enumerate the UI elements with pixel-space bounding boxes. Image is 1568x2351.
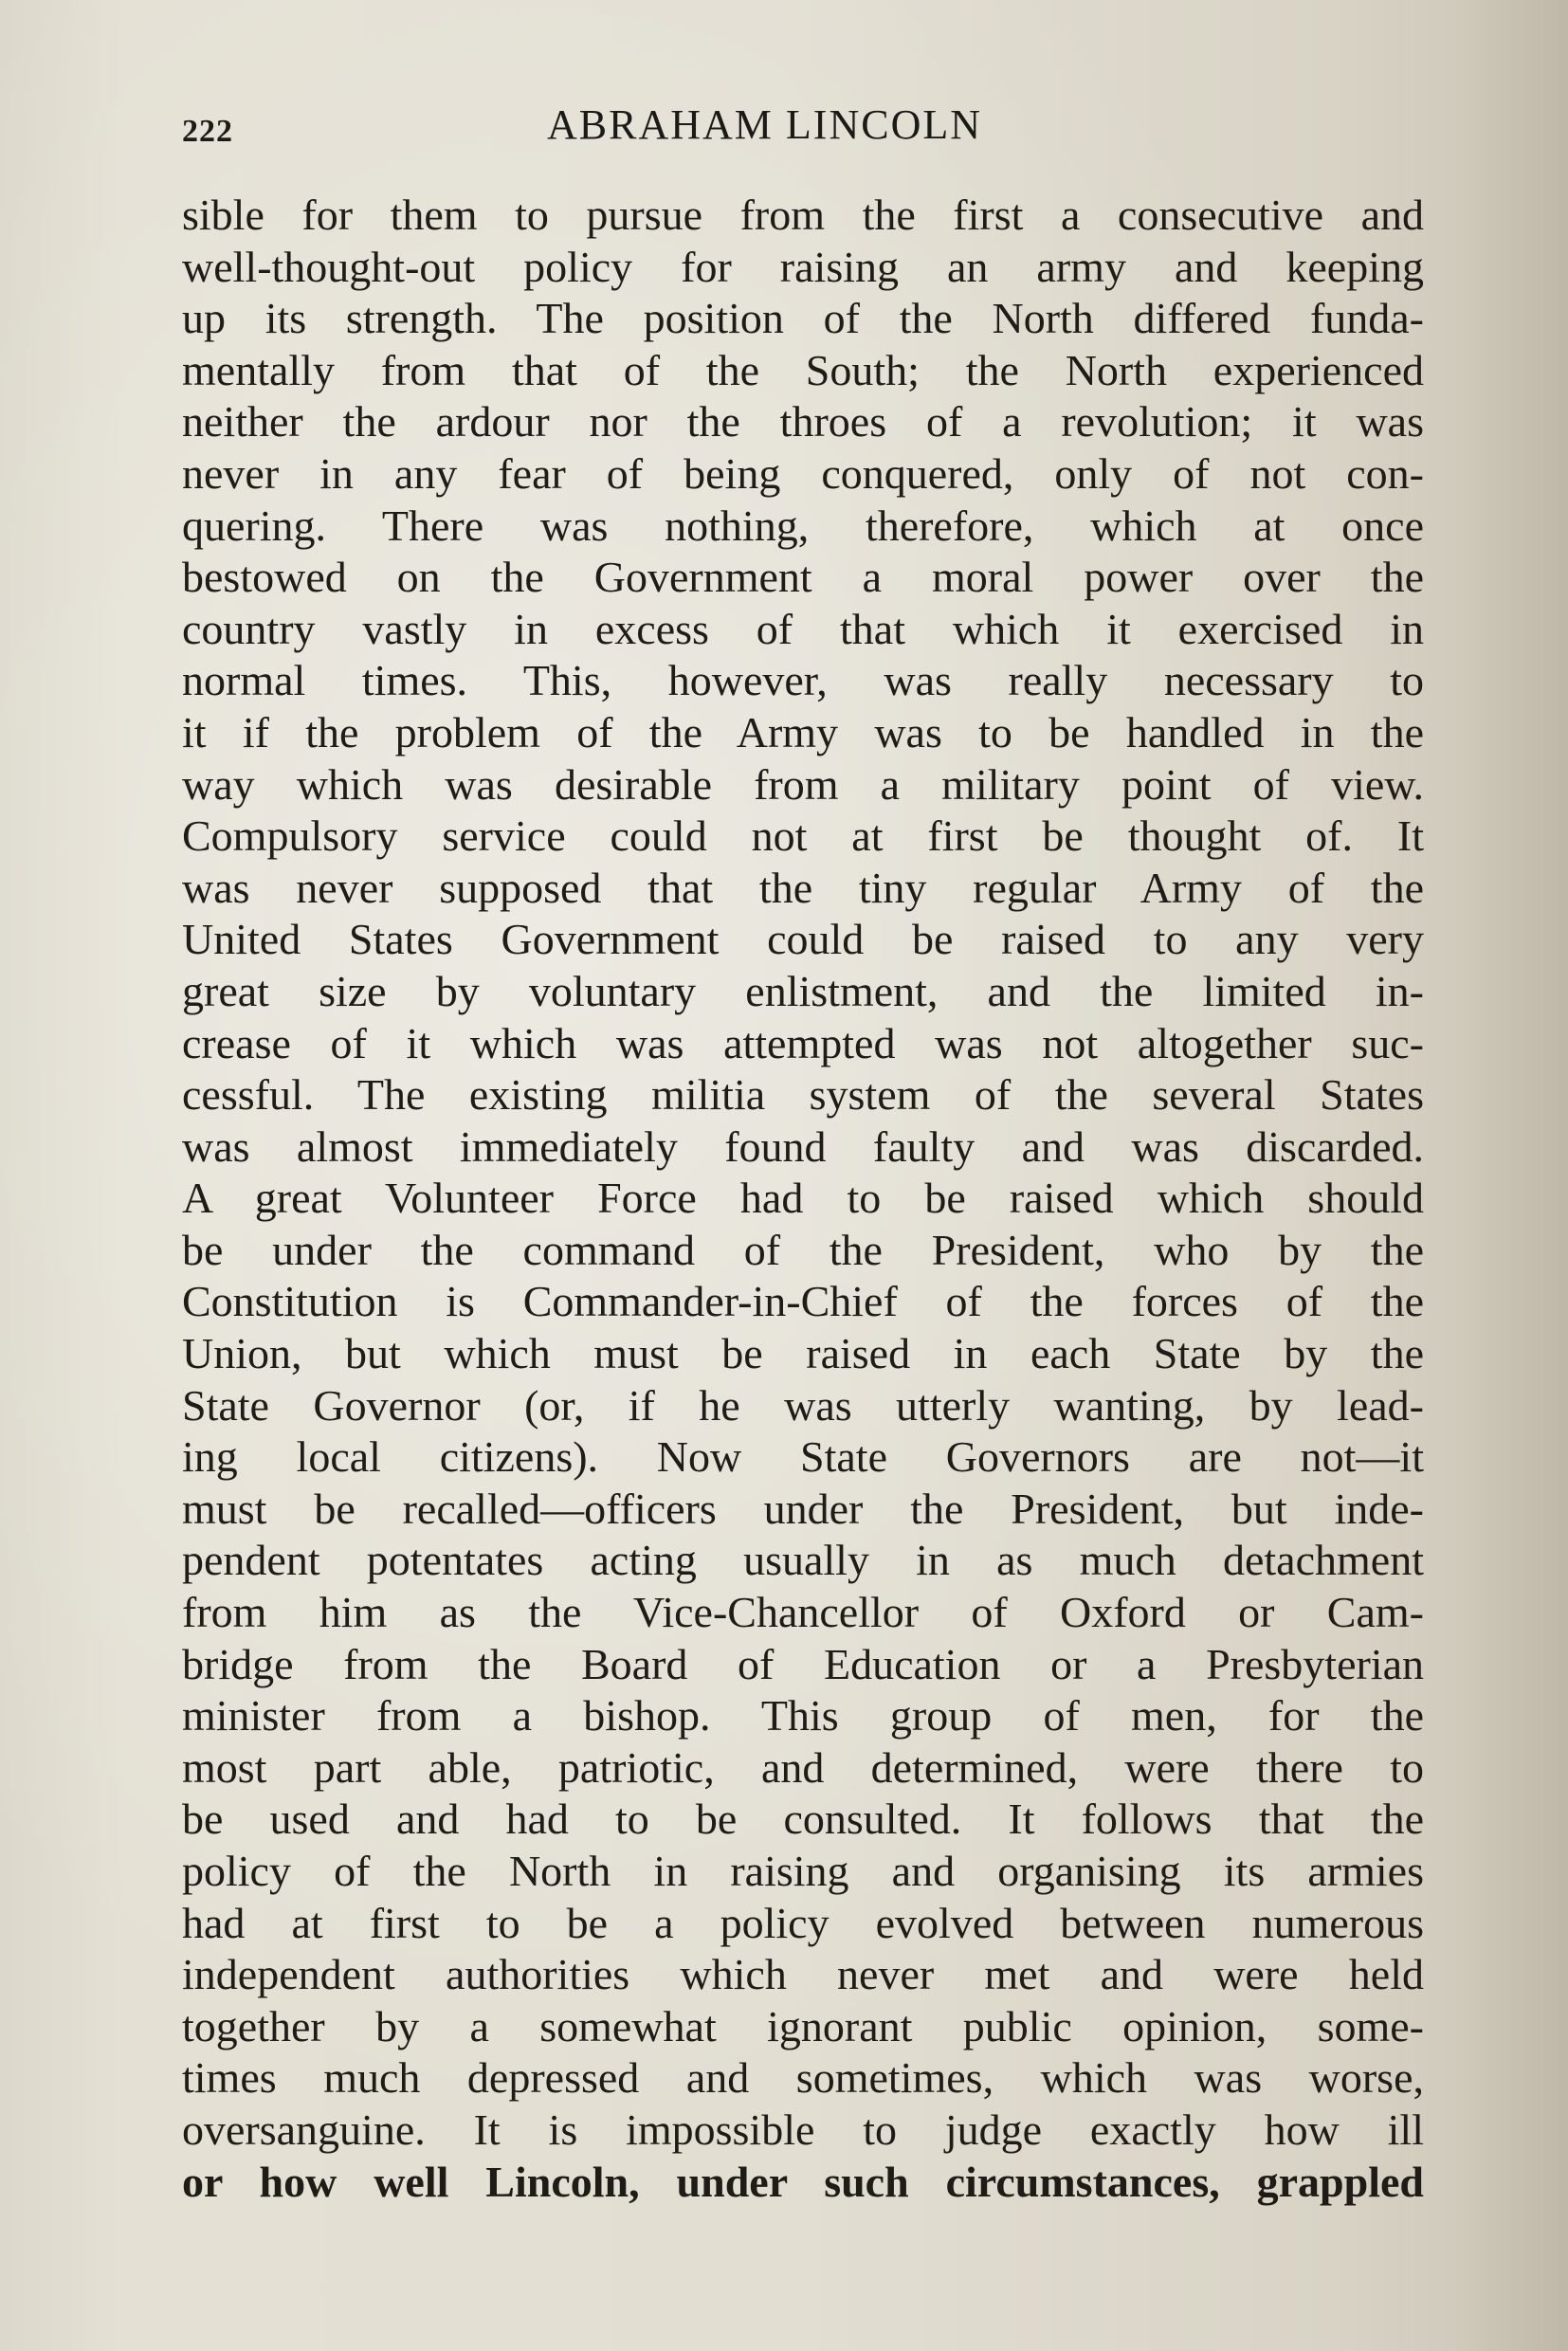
text-line: must be recalled—officers under the President, but inde- bbox=[182, 1484, 1424, 1533]
text-line: Constitution is Commander-in-Chief of the forces of the bbox=[182, 1277, 1424, 1326]
body-text bbox=[182, 190, 1424, 2208]
text-line: policy of the North in raising and organising its armies bbox=[182, 1847, 1424, 1895]
text-line: bridge from the Board of Education or a Presbyterian bbox=[182, 1639, 1424, 1688]
text-line: be under the command of the President, who by the bbox=[182, 1225, 1424, 1274]
text-line: times much depressed and sometimes, which was worse, bbox=[182, 2053, 1424, 2103]
text-line: minister from a bishop. This group of men, for the bbox=[182, 1691, 1424, 1740]
text-line: A great Volunteer Force had to be raised which should bbox=[182, 1174, 1424, 1223]
text-line: State Governor (or, if he was utterly wanting, by lead- bbox=[182, 1380, 1424, 1430]
text-line: well-thought-out policy for raising an army and keeping bbox=[182, 242, 1424, 291]
text-line: never in any fear of being conquered, only of not con- bbox=[182, 448, 1424, 498]
text-line: up its strength. The position of the North differed funda- bbox=[182, 294, 1424, 343]
text-line: was never supposed that the tiny regular Army of the bbox=[182, 863, 1424, 912]
text-line: had at first to be a policy evolved between numerous bbox=[182, 1898, 1424, 1947]
text-line: most part able, patriotic, and determined, were there to bbox=[182, 1742, 1424, 1792]
page-number: 222 bbox=[182, 114, 233, 149]
running-head: ABRAHAM LINCOLN bbox=[547, 101, 982, 148]
text-line: cessful. The existing militia system of the several States bbox=[182, 1070, 1424, 1120]
text-line: neither the ardour nor the throes of a revolution; it was bbox=[182, 397, 1424, 447]
text-line: Union, but which must be raised in each State by the bbox=[182, 1329, 1424, 1378]
text-line: ing local citizens). Now State Governors are not—it bbox=[182, 1432, 1424, 1482]
text-line: country vastly in excess of that which it exercised in bbox=[182, 604, 1424, 653]
text-line: sible for them to pursue from the first a consecutive and bbox=[182, 191, 1424, 239]
text-line: crease of it which was attempted was not altogether suc- bbox=[182, 1018, 1424, 1067]
text-line: great size by voluntary enlistment, and the limited in- bbox=[182, 966, 1424, 1015]
text-line: oversanguine. It is impossible to judge exactly how ill bbox=[182, 2105, 1424, 2154]
text-line: bestowed on the Government a moral power over the bbox=[182, 553, 1424, 602]
page-header bbox=[182, 100, 1424, 157]
text-line: be used and had to be consulted. It follows that the bbox=[182, 1795, 1424, 1844]
text-line: independent authorities which never met and were held bbox=[182, 1950, 1424, 1999]
text-line: pendent potentates acting usually in as much detachment bbox=[182, 1536, 1424, 1585]
text-line: Compulsory service could not at first be thought of. It bbox=[182, 811, 1424, 861]
text-line: from him as the Vice-Chancellor of Oxford or Cam- bbox=[182, 1588, 1424, 1637]
text-line: United States Government could be raised to any very bbox=[182, 915, 1424, 964]
text-line: normal times. This, however, was really necessary to bbox=[182, 656, 1424, 705]
text-line: quering. There was nothing, therefore, which at once bbox=[182, 501, 1424, 550]
text-line: together by a somewhat ignorant public opinion, some- bbox=[182, 2001, 1424, 2050]
text-line: way which was desirable from a military point of view. bbox=[182, 759, 1424, 809]
text-line: mentally from that of the South; the North experienced bbox=[182, 345, 1424, 394]
text-line: or how well Lincoln, under such circumstances, grappled bbox=[182, 2157, 1424, 2206]
text-line: was almost immediately found faulty and was discarded. bbox=[182, 1121, 1424, 1171]
text-line: it if the problem of the Army was to be handled in the bbox=[182, 707, 1424, 756]
